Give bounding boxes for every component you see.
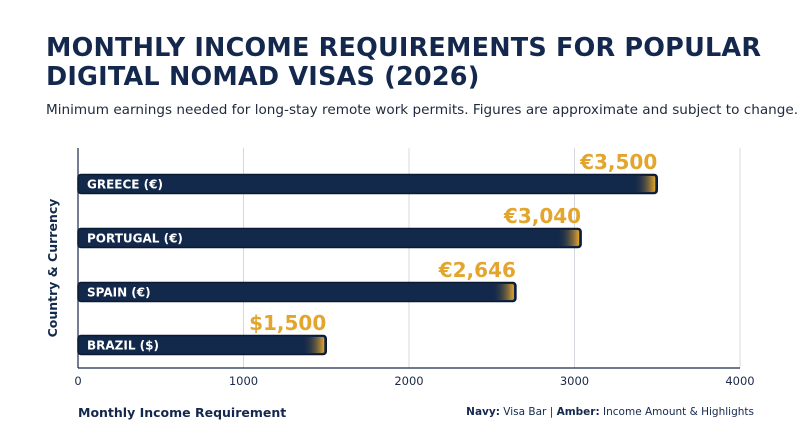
x-tick-label: 3000 (559, 374, 590, 388)
y-axis-title: Country & Currency (45, 198, 60, 338)
legend-navy-key: Navy: (466, 406, 500, 418)
chart-subtitle: Minimum earnings needed for long-stay remote work permits. Figures are approximate and subject to change. (46, 102, 799, 118)
category-label: SPAIN (€) (87, 285, 151, 300)
value-label: €3,040 (503, 204, 582, 228)
x-tick-label: 0 (74, 374, 82, 388)
legend-amber-key: Amber: (556, 406, 600, 418)
bar-highlight (302, 337, 324, 353)
value-label: €3,500 (580, 150, 658, 174)
category-label: PORTUGAL (€) (87, 231, 183, 246)
category-label: BRAZIL ($) (87, 338, 159, 353)
bar-highlight (492, 284, 514, 300)
bar (78, 175, 657, 194)
category-label: GREECE (€) (87, 177, 163, 192)
legend-amber-text: Income Amount & Highlights (603, 406, 754, 418)
value-label: €2,646 (438, 258, 516, 282)
x-tick-label: 2000 (394, 374, 424, 388)
legend-navy-text: Visa Bar (503, 406, 547, 418)
chart-title: MONTHLY INCOME REQUIREMENTS FOR POPULAR DIGITAL NOMAD VISAS (2026) (46, 33, 762, 92)
bar-highlight (633, 176, 655, 192)
legend (466, 406, 754, 418)
x-tick-label: 4000 (725, 374, 755, 388)
bar-highlight (557, 230, 579, 246)
x-axis-title: Monthly Income Requirement (78, 405, 287, 420)
value-label: $1,500 (249, 311, 327, 335)
legend-separator: | (549, 406, 554, 418)
x-tick-label: 1000 (228, 374, 259, 388)
